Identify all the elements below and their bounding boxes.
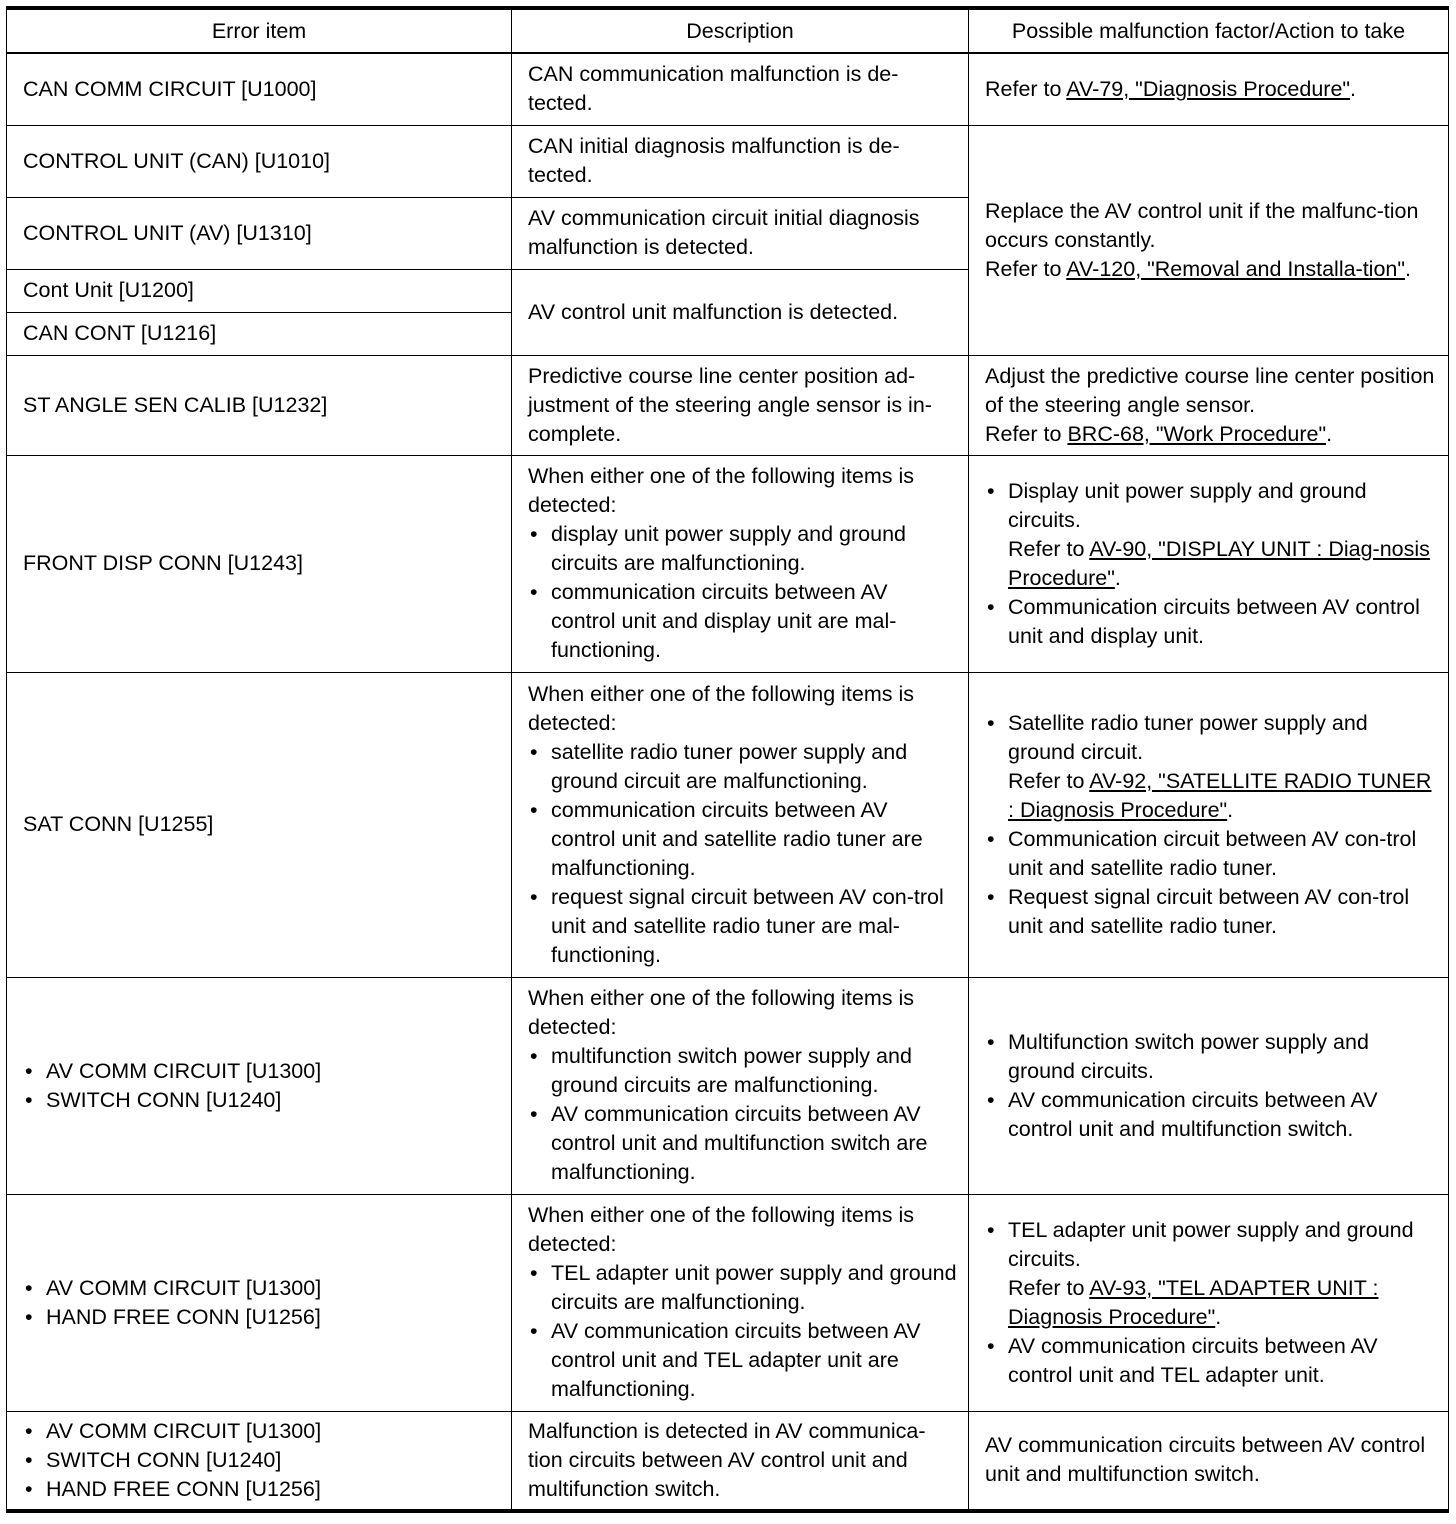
description-intro: When either one of the following items is detected:: [528, 681, 915, 735]
error-table-container: [6, 6, 1448, 1513]
description-cell: CAN communication malfunction is de-tected.: [512, 53, 969, 125]
error-item-cell: CONTROL UNIT (CAN) [U1010]: [7, 125, 512, 197]
list-item: [985, 477, 1440, 593]
shared-action-cell: [969, 125, 1449, 355]
list-item: • Communication circuit between AV con-trol unit and satellite radio tuner.: [985, 825, 1440, 883]
action-text: Refer to: [1008, 536, 1090, 561]
list-item: • SWITCH CONN [U1240]: [23, 1086, 499, 1115]
list-item: • HAND FREE CONN [U1256]: [23, 1303, 499, 1332]
action-text: Refer to: [985, 76, 1067, 101]
list-item: • Multifunction switch power supply and ground circuits.: [985, 1028, 1440, 1086]
list-item: [985, 709, 1440, 825]
action-cell: AV communication circuits between AV control unit and multifunction switch.: [969, 1411, 1449, 1511]
list-item: [985, 1216, 1440, 1332]
description-list: [528, 1259, 958, 1404]
action-text: Satellite radio tuner power supply and ground circuit.: [1008, 710, 1368, 764]
description-intro: When either one of the following items is detected:: [528, 464, 915, 517]
action-cell: [969, 455, 1449, 672]
list-item: • communication circuits between AV control unit and display unit are mal-functioning.: [528, 578, 958, 665]
table-header-row: [7, 8, 1449, 53]
action-text: .: [1227, 797, 1234, 822]
action-text: Display unit power supply and ground circuits.: [1008, 478, 1367, 532]
error-item-cell: Cont Unit [U1200]: [7, 269, 512, 312]
table-row: [7, 977, 1449, 1194]
list-item: • AV communication circuits between AV control unit and TEL adapter unit.: [985, 1332, 1440, 1390]
description-cell: [512, 977, 969, 1194]
error-item-list: [23, 1417, 499, 1504]
action-list: [985, 477, 1440, 651]
table-row: [7, 355, 1449, 455]
action-text: TEL adapter unit power supply and ground circuits.: [1008, 1217, 1414, 1271]
description-cell: [512, 1194, 969, 1411]
action-text: Refer to: [985, 421, 1068, 446]
action-text: Refer to: [1008, 768, 1090, 793]
action-reference: [985, 420, 1440, 449]
description-cell: Predictive course line center position ad-justment of the steering angle sensor is in-complete.: [512, 355, 969, 455]
action-cell: [969, 672, 1449, 977]
action-cell: [969, 1194, 1449, 1411]
action-cell: [969, 977, 1449, 1194]
header-error-item: Error item: [7, 8, 512, 53]
description-cell: [512, 455, 969, 672]
list-item: • request signal circuit between AV con-trol unit and satellite radio tuner are mal-functioning.: [528, 883, 958, 970]
description-list: [528, 520, 958, 665]
list-item: • satellite radio tuner power supply and ground circuit are malfunctioning.: [528, 738, 958, 796]
reference-link[interactable]: AV-120, "Removal and Installa-tion": [1066, 256, 1406, 281]
reference-link[interactable]: AV-79, "Diagnosis Procedure": [1066, 76, 1351, 101]
error-item-cell: CAN CONT [U1216]: [7, 312, 512, 355]
list-item: • Request signal circuit between AV con-trol unit and satellite radio tuner.: [985, 883, 1440, 941]
table-row: [7, 672, 1449, 977]
error-item-list: [23, 1274, 499, 1332]
list-item: • HAND FREE CONN [U1256]: [23, 1475, 499, 1504]
action-text: Refer to: [985, 256, 1067, 281]
description-list: [528, 738, 958, 970]
header-description: Description: [512, 8, 969, 53]
action-text: .: [1405, 256, 1411, 281]
action-cell: [969, 355, 1449, 455]
reference-link[interactable]: AV-92, "SATELLITE RADIO TUNER : Diagnosis Procedure": [1008, 768, 1432, 822]
error-item-cell: [7, 1194, 512, 1411]
description-cell: CAN initial diagnosis malfunction is de-tected.: [512, 125, 969, 197]
list-item: • communication circuits between AV control unit and satellite radio tuner are malfunctioning.: [528, 796, 958, 883]
header-action: Possible malfunction factor/Action to take: [969, 8, 1449, 53]
list-item: • AV COMM CIRCUIT [U1300]: [23, 1057, 499, 1086]
action-text: .: [1350, 76, 1357, 101]
action-list: [985, 1028, 1440, 1144]
list-item: • TEL adapter unit power supply and ground circuits are malfunctioning.: [528, 1259, 958, 1317]
list-item: • AV communication circuits between AV control unit and multifunction switch.: [985, 1086, 1440, 1144]
error-item-cell: CAN COMM CIRCUIT [U1000]: [7, 53, 512, 125]
description-cell: Malfunction is detected in AV communica-tion circuits between AV control unit and multifunction switch.: [512, 1411, 969, 1511]
list-item: • AV COMM CIRCUIT [U1300]: [23, 1417, 499, 1446]
description-cell: [512, 672, 969, 977]
error-item-cell: SAT CONN [U1255]: [7, 672, 512, 977]
error-item-cell: [7, 1411, 512, 1511]
list-item: • AV communication circuits between AV control unit and TEL adapter unit are malfunctioning.: [528, 1317, 958, 1404]
list-item: • SWITCH CONN [U1240]: [23, 1446, 499, 1475]
description-list: [528, 1042, 958, 1187]
error-item-cell: [7, 977, 512, 1194]
error-item-cell: CONTROL UNIT (AV) [U1310]: [7, 197, 512, 269]
list-item: • Communication circuits between AV control unit and display unit.: [985, 593, 1440, 651]
description-cell: AV control unit malfunction is detected.: [512, 269, 969, 355]
table-row: [7, 125, 1449, 197]
table-row: [7, 53, 1449, 125]
action-text: .: [1215, 1304, 1222, 1329]
action-text: Refer to: [1008, 1275, 1090, 1300]
action-text: .: [1114, 565, 1121, 590]
description-cell: AV communication circuit initial diagnosis malfunction is detected.: [512, 197, 969, 269]
error-item-list: [23, 1057, 499, 1115]
error-item-cell: FRONT DISP CONN [U1243]: [7, 455, 512, 672]
action-list: [985, 1216, 1440, 1390]
error-item-table: [6, 6, 1449, 1513]
reference-link[interactable]: AV-90, "DISPLAY UNIT : Diag-nosis Procedure": [1008, 536, 1430, 590]
action-text: Adjust the predictive course line center position of the steering angle sensor.: [985, 363, 1435, 417]
reference-link[interactable]: AV-93, "TEL ADAPTER UNIT : Diagnosis Procedure": [1008, 1275, 1379, 1329]
description-intro: When either one of the following items is detected:: [528, 1203, 915, 1256]
action-text: .: [1326, 421, 1333, 446]
action-list: [985, 709, 1440, 941]
action-reference: [985, 255, 1440, 284]
list-item: • multifunction switch power supply and ground circuits are malfunctioning.: [528, 1042, 958, 1100]
table-row: [7, 1411, 1449, 1511]
table-row: [7, 455, 1449, 672]
reference-link[interactable]: BRC-68, "Work Procedure": [1067, 421, 1327, 446]
list-item: • display unit power supply and ground circuits are malfunctioning.: [528, 520, 958, 578]
table-row: [7, 1194, 1449, 1411]
action-cell: [969, 53, 1449, 125]
error-item-cell: ST ANGLE SEN CALIB [U1232]: [7, 355, 512, 455]
description-intro: When either one of the following items is detected:: [528, 986, 915, 1039]
action-text: Replace the AV control unit if the malfunc-tion occurs constantly.: [985, 198, 1419, 252]
list-item: • AV communication circuits between AV control unit and multifunction switch are malfunctioning.: [528, 1100, 958, 1187]
list-item: • AV COMM CIRCUIT [U1300]: [23, 1274, 499, 1303]
